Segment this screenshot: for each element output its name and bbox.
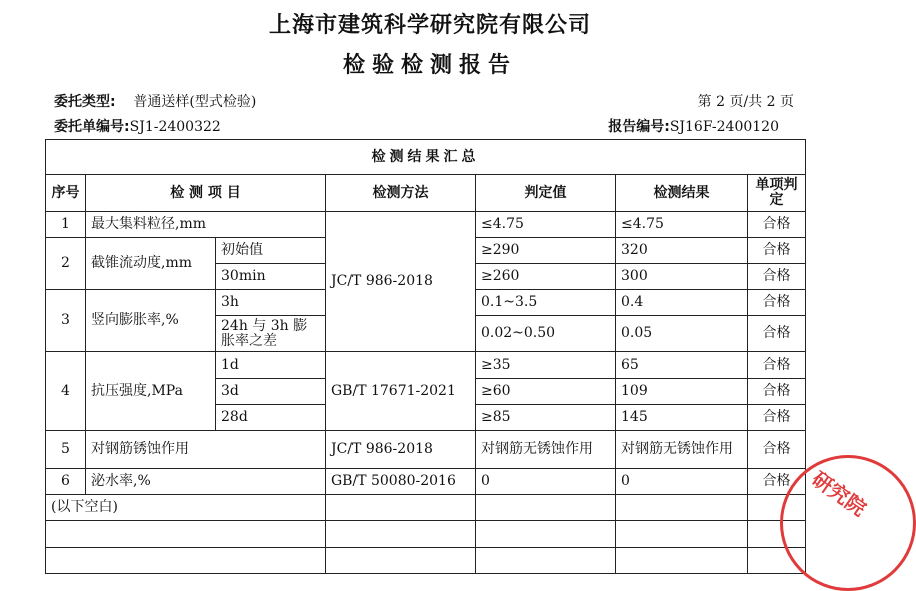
cell-method: JC/T 986-2018 xyxy=(326,212,476,352)
cell-verdict: 合格 xyxy=(748,352,806,379)
cell-criterion: ≥60 xyxy=(476,379,616,405)
cell-criterion: 0.1~3.5 xyxy=(476,290,616,316)
cell-sub: 初始值 xyxy=(216,238,326,264)
header-method: 检测方法 xyxy=(326,175,476,212)
header-seq: 序号 xyxy=(46,175,86,212)
cell-sub: 30min xyxy=(216,264,326,290)
cell-result: 320 xyxy=(616,238,748,264)
order-number-value: SJ1-2400322 xyxy=(129,119,221,135)
cell-result: ≤4.75 xyxy=(616,212,748,238)
official-seal xyxy=(780,455,916,591)
cell-sub: 3d xyxy=(216,379,326,405)
cell-item: 抗压强度,MPa xyxy=(86,352,216,431)
cell-sub: 1d xyxy=(216,352,326,379)
cell-sub: 28d xyxy=(216,405,326,431)
order-number-label: 委托单编号: xyxy=(54,119,130,135)
cell-criterion: ≥35 xyxy=(476,352,616,379)
entrust-type-label: 委托类型: xyxy=(54,94,116,110)
table-row xyxy=(46,521,806,548)
empty-cell xyxy=(326,548,476,574)
cell-verdict: 合格 xyxy=(748,379,806,405)
cell-verdict: 合格 xyxy=(748,212,806,238)
summary-title: 检测结果汇总 xyxy=(46,140,806,175)
cell-verdict: 合格 xyxy=(748,290,806,316)
table-row xyxy=(46,212,806,238)
header-criterion: 判定值 xyxy=(476,175,616,212)
cell-result: 0.05 xyxy=(616,316,748,352)
header-row xyxy=(46,175,806,212)
cell-seq: 4 xyxy=(46,352,86,431)
empty-cell xyxy=(476,495,616,521)
entrust-type-value: 普通送样(型式检验) xyxy=(133,94,257,110)
report-number-value: SJ16F-2400120 xyxy=(669,119,779,135)
table-row xyxy=(46,469,806,495)
summary-row xyxy=(46,140,806,175)
cell-result: 109 xyxy=(616,379,748,405)
cell-item: 最大集料粒径,mm xyxy=(86,212,326,238)
cell-verdict: 合格 xyxy=(748,316,806,352)
table-row xyxy=(46,495,806,521)
cell-result: 0 xyxy=(616,469,748,495)
cell-method: JC/T 986-2018 xyxy=(326,431,476,469)
empty-cell xyxy=(616,495,748,521)
empty-cell xyxy=(46,548,326,574)
empty-cell xyxy=(476,548,616,574)
cell-criterion: ≥260 xyxy=(476,264,616,290)
cell-verdict: 合格 xyxy=(748,405,806,431)
cell-verdict: 合格 xyxy=(748,238,806,264)
table-row xyxy=(46,548,806,574)
order-number xyxy=(54,116,221,136)
empty-cell xyxy=(616,521,748,548)
cell-result: 对钢筋无锈蚀作用 xyxy=(616,431,748,469)
entrust-type xyxy=(54,91,256,111)
cell-item: 竖向膨胀率,% xyxy=(86,290,216,352)
cell-seq: 5 xyxy=(46,431,86,469)
empty-cell xyxy=(46,521,326,548)
cell-item: 泌水率,% xyxy=(86,469,326,495)
cell-criterion: ≥85 xyxy=(476,405,616,431)
cell-seq: 2 xyxy=(46,238,86,290)
seal-text: 研究院 xyxy=(807,466,871,521)
cell-verdict: 合格 xyxy=(748,431,806,469)
cell-seq: 1 xyxy=(46,212,86,238)
page-info: 第 2 页/共 2 页 xyxy=(697,94,794,110)
cell-sub: 3h xyxy=(216,290,326,316)
cell-result: 300 xyxy=(616,264,748,290)
cell-result: 65 xyxy=(616,352,748,379)
header-item: 检 测 项 目 xyxy=(86,175,326,212)
organization-name: 上海市建筑科学研究院有限公司 xyxy=(268,13,591,38)
cell-result: 0.4 xyxy=(616,290,748,316)
results-table xyxy=(45,139,806,574)
cell-criterion: 0 xyxy=(476,469,616,495)
empty-cell xyxy=(616,548,748,574)
empty-cell xyxy=(476,521,616,548)
cell-item: 对钢筋锈蚀作用 xyxy=(86,431,326,469)
header-verdict: 单项判定 xyxy=(748,175,806,212)
report-number-label: 报告编号: xyxy=(608,119,670,135)
table-row xyxy=(46,431,806,469)
cell-sub: 24h 与 3h 膨胀率之差 xyxy=(216,316,326,352)
header-result: 检测结果 xyxy=(616,175,748,212)
cell-verdict: 合格 xyxy=(748,264,806,290)
empty-cell xyxy=(326,521,476,548)
cell-verdict: 合格 xyxy=(748,469,806,495)
cell-criterion: 对钢筋无锈蚀作用 xyxy=(476,431,616,469)
cell-seq: 3 xyxy=(46,290,86,352)
cell-method: GB/T 50080-2016 xyxy=(326,469,476,495)
report-title: 检验检测报告 xyxy=(342,53,517,78)
cell-item: 截锥流动度,mm xyxy=(86,238,216,290)
report-number xyxy=(608,116,779,136)
cell-criterion: ≤4.75 xyxy=(476,212,616,238)
table-row xyxy=(46,352,806,379)
empty-cell xyxy=(326,495,476,521)
blank-note: (以下空白) xyxy=(46,495,326,521)
cell-criterion: ≥290 xyxy=(476,238,616,264)
cell-seq: 6 xyxy=(46,469,86,495)
cell-method: GB/T 17671-2021 xyxy=(326,352,476,431)
cell-result: 145 xyxy=(616,405,748,431)
cell-criterion: 0.02~0.50 xyxy=(476,316,616,352)
